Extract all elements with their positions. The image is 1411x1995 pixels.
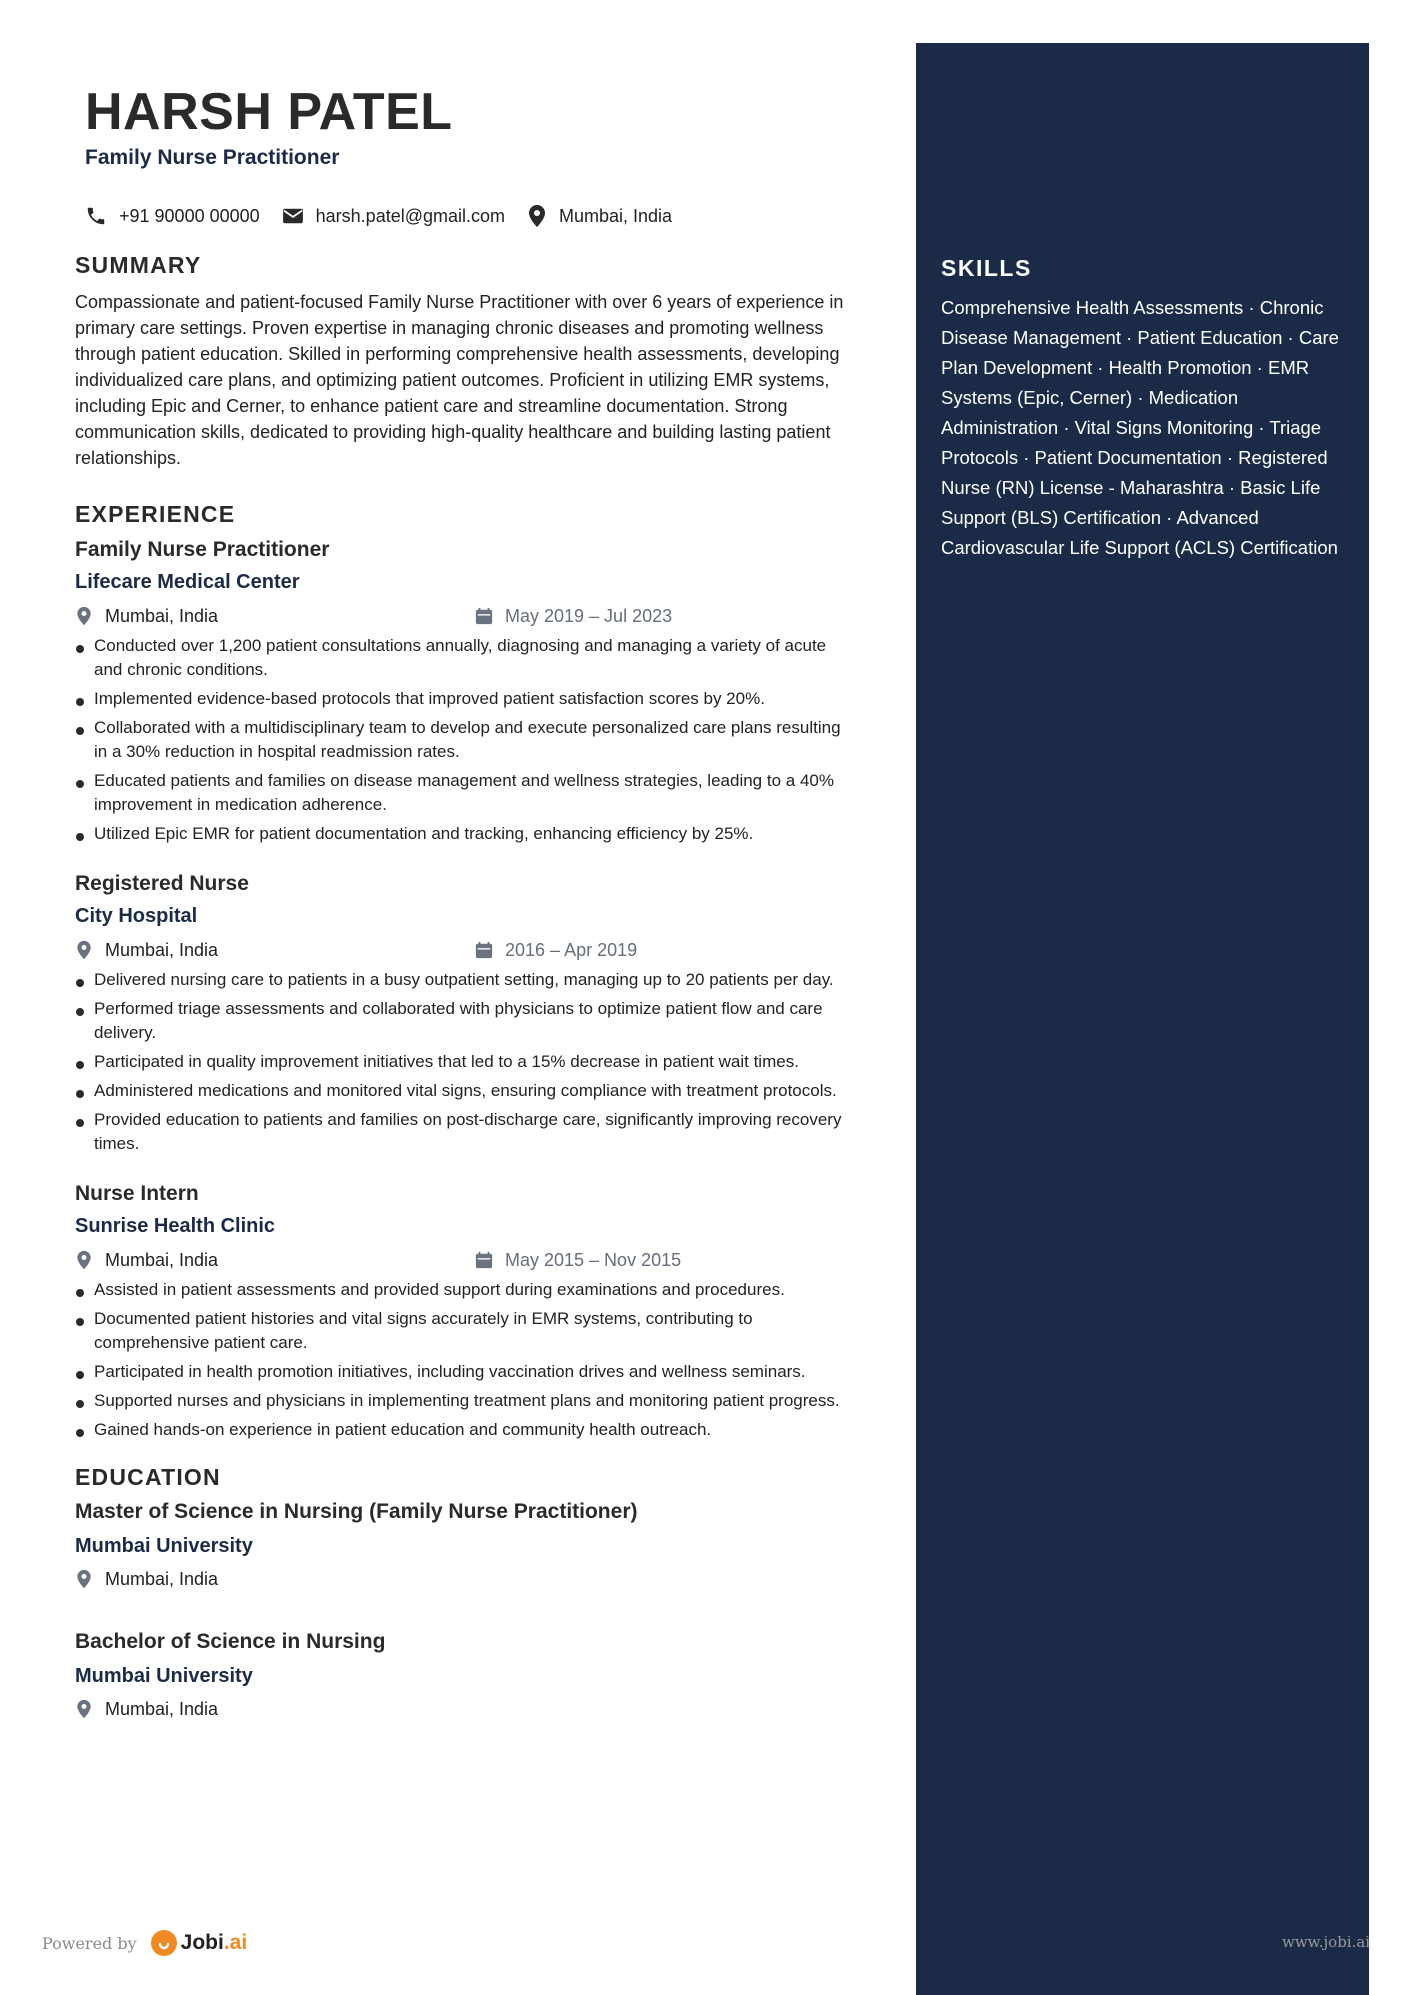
job-dates-text: May 2015 – Nov 2015: [505, 1249, 682, 1270]
location-text: Mumbai, India: [559, 205, 673, 226]
job-bullets: [75, 634, 850, 846]
skills-list: Comprehensive Health Assessments · Chronic Disease Management · Patient Education · Care Plan Development · Health Promotion · EMR Systems (Epic, Cerner) · Medication Administration · Vital Signs Monitoring · Triage Protocols · Patient Documentation · Registered Nurse (RN) License - Maharashtra · Basic Life Support (BLS) Certification · Advanced Cardiovascular Life Support (ACLS) Certification: [941, 297, 1339, 558]
institution-name: Mumbai University: [75, 1535, 253, 1557]
location-pin-icon: [75, 1699, 93, 1719]
main-column: [75, 252, 850, 1755]
list-item: Utilized Epic EMR for patient documentation and tracking, enhancing efficiency by 25%.: [75, 822, 850, 846]
education-location: [75, 1699, 475, 1720]
location-pin-icon: [75, 1250, 93, 1270]
job-location: [75, 940, 475, 961]
education-item: [75, 1495, 850, 1591]
phone-icon: [85, 205, 107, 227]
education-heading: EDUCATION: [75, 1464, 221, 1490]
job-dates: [475, 940, 637, 961]
job-employer: Lifecare Medical Center: [75, 571, 300, 593]
contact-email[interactable]: [282, 206, 505, 227]
candidate-name: HARSH PATEL: [85, 83, 453, 141]
list-item: Supported nurses and physicians in implementing treatment plans and monitoring patient progress.: [75, 1389, 850, 1413]
candidate-role: Family Nurse Practitioner: [85, 146, 340, 169]
education-location-text: Mumbai, India: [105, 1568, 219, 1589]
education-location-text: Mumbai, India: [105, 1698, 219, 1719]
experience-item: [75, 1178, 850, 1442]
skills-sidebar: [916, 43, 1369, 1995]
list-item: Provided education to patients and families on post-discharge care, significantly improving recovery times.: [75, 1108, 850, 1156]
phone-text: +91 90000 00000: [119, 205, 260, 226]
summary-heading: SUMMARY: [75, 252, 202, 278]
job-dates: [475, 1250, 681, 1271]
job-location-text: Mumbai, India: [105, 939, 219, 960]
list-item: Participated in health promotion initiatives, including vaccination drives and wellness seminars.: [75, 1360, 850, 1384]
job-dates-text: May 2019 – Jul 2023: [505, 605, 673, 626]
list-item: Performed triage assessments and collaborated with physicians to optimize patient flow and care delivery.: [75, 997, 850, 1045]
location-pin-icon: [75, 940, 93, 960]
list-item: Implemented evidence-based protocols that improved patient satisfaction scores by 20%.: [75, 687, 850, 711]
job-employer: Sunrise Health Clinic: [75, 1215, 276, 1237]
list-item: Participated in quality improvement initiatives that led to a 15% decrease in patient wait times.: [75, 1050, 850, 1074]
experience-item: [75, 534, 850, 846]
job-title: Nurse Intern: [75, 1182, 199, 1205]
job-meta: [75, 1248, 850, 1272]
powered-by-footer[interactable]: [42, 1930, 247, 1956]
powered-by-label: Powered by: [42, 1933, 137, 1953]
experience-item: [75, 868, 850, 1156]
jobi-logo-icon: [151, 1930, 177, 1956]
calendar-icon: [475, 941, 493, 959]
calendar-icon: [475, 607, 493, 625]
job-location-text: Mumbai, India: [105, 605, 219, 626]
brand-name: [181, 1931, 248, 1955]
summary-text: Compassionate and patient-focused Family Nurse Practitioner with over 6 years of experience in primary care settings. Proven expertise in managing chronic diseases and promoting wellness through patient education. Skilled in performing comprehensive health assessments, developing individualized care plans, and optimizing patient outcomes. Proficient in utilizing EMR systems, including Epic and Cerner, to enhance patient care and streamline documentation. Strong communication skills, dedicated to providing high-quality healthcare and building lasting patient relationships.: [75, 292, 844, 468]
list-item: Conducted over 1,200 patient consultations annually, diagnosing and managing a variety of acute and chronic conditions.: [75, 634, 850, 682]
job-location: [75, 1250, 475, 1271]
education-item: [75, 1625, 850, 1721]
experience-heading: EXPERIENCE: [75, 501, 236, 527]
job-bullets: [75, 1278, 850, 1442]
list-item: Collaborated with a multidisciplinary team to develop and execute personalized care plans resulting in a 30% reduction in hospital readmission rates.: [75, 716, 850, 764]
job-bullets: [75, 968, 850, 1156]
list-item: Administered medications and monitored vital signs, ensuring compliance with treatment protocols.: [75, 1079, 850, 1103]
education-meta: [75, 1567, 850, 1591]
job-meta: [75, 938, 850, 962]
location-pin-icon: [75, 1569, 93, 1589]
location-pin-icon: [75, 606, 93, 626]
job-dates: [475, 606, 672, 627]
job-meta: [75, 604, 850, 628]
list-item: Documented patient histories and vital signs accurately in EMR systems, contributing to comprehensive patient care.: [75, 1307, 850, 1355]
degree-title: Master of Science in Nursing (Family Nurse Practitioner): [75, 1500, 638, 1523]
skills-heading: SKILLS: [941, 255, 1032, 281]
calendar-icon: [475, 1251, 493, 1269]
list-item: Assisted in patient assessments and provided support during examinations and procedures.: [75, 1278, 850, 1302]
job-title: Registered Nurse: [75, 872, 249, 895]
list-item: Educated patients and families on disease management and wellness strategies, leading to a 40% improvement in medication adherence.: [75, 769, 850, 817]
job-employer: City Hospital: [75, 905, 198, 927]
institution-name: Mumbai University: [75, 1665, 253, 1687]
email-text: harsh.patel@gmail.com: [315, 205, 506, 226]
contact-bar: [85, 204, 694, 228]
job-location-text: Mumbai, India: [105, 1249, 219, 1270]
contact-location: [527, 204, 672, 228]
list-item: Gained hands-on experience in patient education and community health outreach.: [75, 1418, 850, 1442]
website-link[interactable]: www.jobi.ai: [1282, 1933, 1371, 1951]
education-meta: [75, 1697, 850, 1721]
degree-title: Bachelor of Science in Nursing: [75, 1630, 386, 1653]
list-item: Delivered nursing care to patients in a busy outpatient setting, managing up to 20 patients per day.: [75, 968, 850, 992]
job-dates-text: 2016 – Apr 2019: [505, 939, 638, 960]
brand-main: Jobi: [180, 1931, 224, 1954]
job-location: [75, 606, 475, 627]
location-pin-icon: [527, 204, 547, 228]
brand-suffix: .ai: [223, 1931, 248, 1954]
education-location: [75, 1569, 475, 1590]
job-title: Family Nurse Practitioner: [75, 538, 330, 561]
contact-phone[interactable]: [85, 205, 260, 227]
mail-icon: [282, 207, 304, 225]
